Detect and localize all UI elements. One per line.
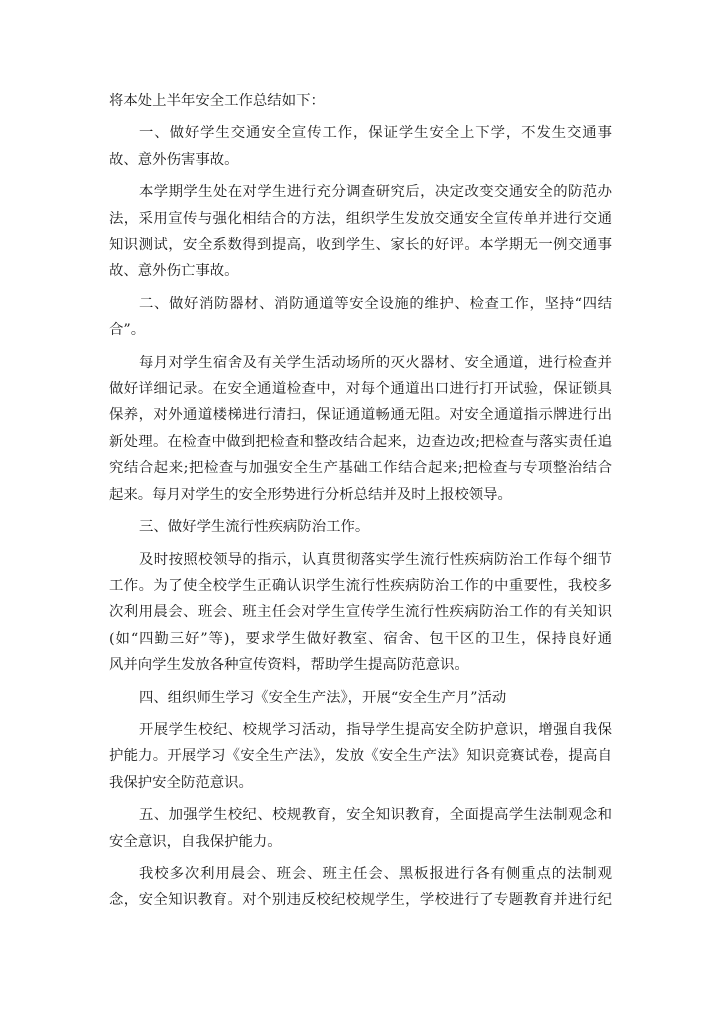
text-line: 将本处上半年安全工作总结如下： (109, 93, 325, 109)
paragraph (109, 120, 612, 173)
text-line: 三、做好学生流行性疾病防治工作。 (139, 519, 370, 536)
text-line: 故、意外伤害事故。 (109, 151, 239, 168)
paragraph (109, 717, 612, 796)
text-line: 法，采用宣传与强化相结合的方法，组织学生发放交通安全宣传单并进行交通 (109, 210, 612, 227)
text-line: 念，安全知识教育。对个别违反校纪校规学生，学校进行了专题教育并进行纪 (109, 892, 612, 909)
text-line: 四、组织师生学习《安全生产法》，开展“安全生产月”活动 (139, 689, 507, 706)
text-line: 保养，对外通道楼梯进行清扫，保证通道畅通无阻。对安全通道指示牌进行出 (109, 407, 612, 424)
text-line: 次利用晨会、班会、班主任会对学生宣传学生流行性疾病防治工作的有关知识 (109, 604, 612, 621)
text-line: 本学期学生处在对学生进行充分调查研究后，决定改变交通安全的防范办 (139, 184, 612, 201)
text-line: (如“四勤三好”等)，要求学生做好教室、宿舍、包干区的卫生，保持良好通 (109, 630, 612, 647)
text-line: 做好详细记录。在安全通道检查中，对每个通道出口进行打开试验，保证锁具 (109, 381, 612, 398)
text-line: 每月对学生宿舍及有关学生活动场所的灭火器材、安全通道，进行检查并 (139, 354, 612, 371)
text-line: 我校多次利用晨会、班会、班主任会、黑板报进行各有侧重点的法制观 (139, 865, 612, 882)
text-line: 护能力。开展学习《安全生产法》，发放《安全生产法》知识竞赛试卷，提高自 (109, 748, 612, 765)
text-line: 风并向学生发放各种宣传资料，帮助学生提高防范意识。 (109, 657, 469, 674)
paragraph (109, 802, 612, 855)
text-line: 二、做好消防器材、消防通道等安全设施的维护、检查工作，坚持“四结 (139, 295, 612, 312)
paragraph (109, 88, 612, 114)
paragraph (109, 514, 612, 540)
text-line: 一、做好学生交通安全宣传工作，保证学生安全上下学，不发生交通事 (139, 125, 612, 142)
paragraph (109, 861, 612, 914)
text-line: 知识测试，安全系数得到提高，收到学生、家长的好评。本学期无一例交通事 (109, 237, 612, 254)
paragraph (109, 547, 612, 679)
text-line: 安全意识，自我保护能力。 (109, 833, 282, 850)
text-line: 五、加强学生校纪、校规教育，安全知识教育，全面提高学生法制观念和 (139, 807, 612, 824)
text-line: 我保护安全防范意识。 (109, 774, 253, 791)
paragraph (109, 685, 612, 711)
paragraph (109, 179, 612, 285)
text-line: 故、意外伤亡事故。 (109, 263, 239, 280)
text-line: 起来。每月对学生的安全形势进行分析总结并及时上报校领导。 (109, 486, 512, 503)
text-line: 究结合起来;把检查与加强安全生产基础工作结合起来;把检查与专项整治结合 (109, 460, 612, 477)
text-line: 合”。 (109, 322, 146, 339)
document-body (109, 88, 612, 920)
text-line: 工作。为了使全校学生正确认识学生流行性疾病防治工作的中重要性，我校多 (109, 577, 612, 594)
text-line: 新处理。在检查中做到把检查和整改结合起来，边查边改;把检查与落实责任追 (109, 433, 612, 450)
text-line: 开展学生校纪、校规学习活动，指导学生提高安全防护意识，增强自我保 (139, 721, 612, 738)
paragraph (109, 350, 612, 508)
text-line: 及时按照校领导的指示，认真贯彻落实学生流行性疾病防治工作每个细节 (139, 551, 612, 568)
paragraph (109, 291, 612, 344)
